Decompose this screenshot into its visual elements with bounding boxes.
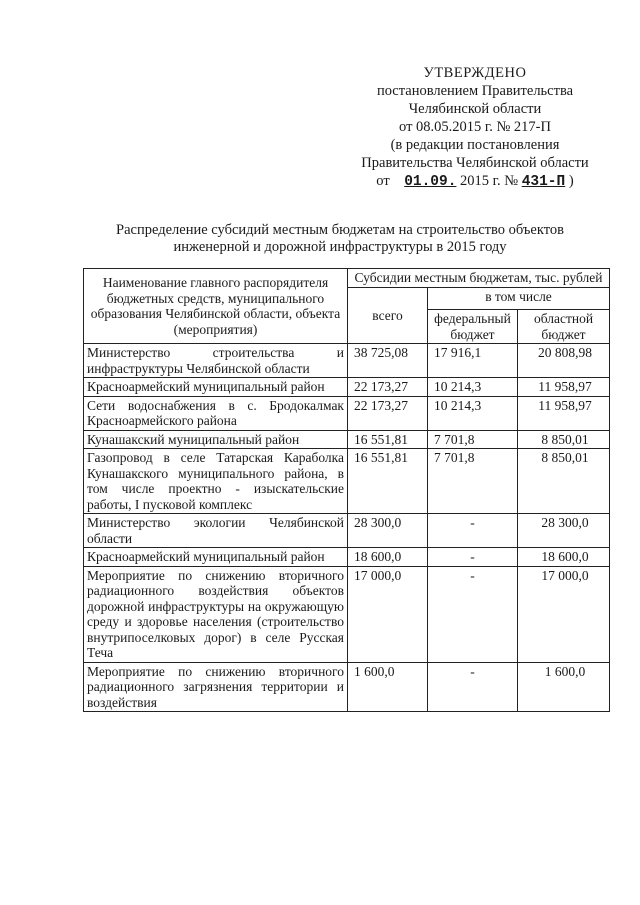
row-total: 38 725,08	[348, 344, 428, 378]
table-row	[84, 449, 610, 514]
table-row	[84, 344, 610, 378]
row-regional: 8 850,01	[518, 430, 610, 449]
header-federal: федеральный бюджет	[428, 310, 518, 344]
row-federal: 10 214,3	[428, 378, 518, 397]
row-regional: 18 600,0	[518, 548, 610, 567]
row-federal: -	[428, 662, 518, 712]
approval-stamp	[340, 64, 610, 191]
edit-date: 01.09.	[404, 174, 457, 190]
row-total: 16 551,81	[348, 430, 428, 449]
approval-title: УТВЕРЖДЕНО	[423, 65, 527, 81]
approval-line-3: от 08.05.2015 г. № 217-П	[399, 119, 551, 135]
row-regional: 11 958,97	[518, 396, 610, 430]
header-name: Наименование главного распорядителя бюджетных средств, муниципального образования Челябинской области, объекта (мероприятия)	[84, 269, 348, 344]
row-name: Министерство строительства и инфраструктуры Челябинской области	[84, 344, 348, 378]
approval-line-2: Челябинской области	[408, 101, 542, 117]
row-name: Мероприятие по снижению вторичного радиационного загрязнения территории и воздействия	[84, 662, 348, 712]
row-total: 22 173,27	[348, 396, 428, 430]
heading-line-1: Распределение субсидий местным бюджетам на строительство объектов	[116, 222, 564, 238]
row-total: 28 300,0	[348, 514, 428, 548]
row-regional: 8 850,01	[518, 449, 610, 514]
edit-number: 431-П	[521, 174, 566, 190]
table-row	[84, 378, 610, 397]
row-name: Кунашакский муниципальный район	[84, 430, 348, 449]
row-federal: -	[428, 514, 518, 548]
row-total: 17 000,0	[348, 566, 428, 662]
row-federal: 7 701,8	[428, 449, 518, 514]
row-total: 18 600,0	[348, 548, 428, 567]
row-total: 1 600,0	[348, 662, 428, 712]
edit-suffix: )	[568, 173, 574, 189]
header-including: в том числе	[428, 287, 610, 310]
approval-line-5: Правительства Челябинской области	[361, 155, 589, 171]
edit-year: 2015 г. №	[460, 173, 519, 189]
approval-line-4: (в редакции постановления	[390, 137, 560, 153]
row-name: Мероприятие по снижению вторичного радиационного воздействия объектов дорожной инфраструктуры на окружающую среду и здоровье населения (строительство внутрипоселковых дорог) в селе Русская Теча	[84, 566, 348, 662]
row-federal: -	[428, 548, 518, 567]
header-regional: областной бюджет	[518, 310, 610, 344]
row-federal: -	[428, 566, 518, 662]
row-total: 16 551,81	[348, 449, 428, 514]
table-row	[84, 548, 610, 567]
approval-line-1: постановлением Правительства	[376, 83, 574, 99]
heading-line-2: инженерной и дорожной инфраструктуры в 2015 году	[173, 239, 507, 255]
approval-edit-line	[340, 172, 610, 191]
row-name: Сети водоснабжения в с. Бродокалмак Красноармейского района	[84, 396, 348, 430]
table-row	[84, 430, 610, 449]
subsidies-table	[83, 268, 610, 712]
document-heading	[90, 222, 590, 256]
row-regional: 1 600,0	[518, 662, 610, 712]
table-row	[84, 396, 610, 430]
row-name: Красноармейский муниципальный район	[84, 378, 348, 397]
edit-prefix: от	[376, 173, 390, 189]
row-regional: 20 808,98	[518, 344, 610, 378]
table-row	[84, 566, 610, 662]
row-total: 22 173,27	[348, 378, 428, 397]
row-regional: 17 000,0	[518, 566, 610, 662]
row-name: Газопровод в селе Татарская Караболка Кунашакского муниципального района, в том числе проектно - изыскательские работы, I пусковой комплекс	[84, 449, 348, 514]
header-subsidies: Субсидии местным бюджетам, тыс. рублей	[348, 269, 610, 288]
row-name: Красноармейский муниципальный район	[84, 548, 348, 567]
table-row	[84, 514, 610, 548]
row-federal: 7 701,8	[428, 430, 518, 449]
row-federal: 17 916,1	[428, 344, 518, 378]
row-regional: 28 300,0	[518, 514, 610, 548]
header-total: всего	[348, 287, 428, 344]
table-row	[84, 662, 610, 712]
row-federal: 10 214,3	[428, 396, 518, 430]
row-regional: 11 958,97	[518, 378, 610, 397]
row-name: Министерство экологии Челябинской области	[84, 514, 348, 548]
